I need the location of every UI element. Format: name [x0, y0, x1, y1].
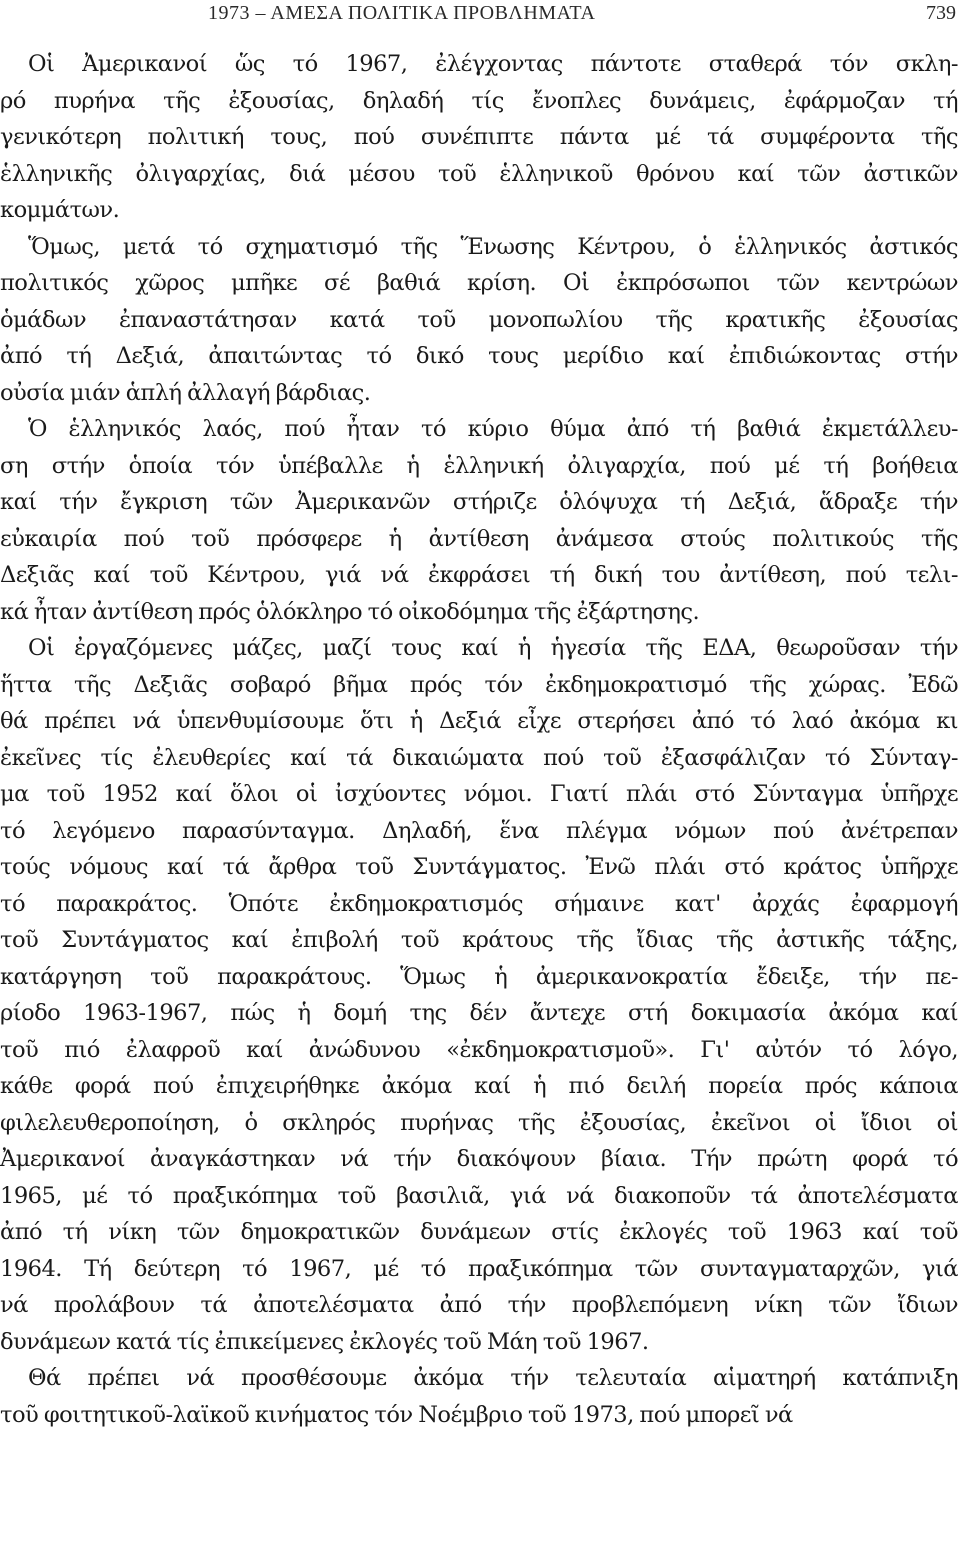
text-line: κατάργηση τοῦ παρακράτους. Ὅμως ἡ ἀμερικανοκρατία ἔδειξε, τήν πε-: [0, 963, 958, 990]
text-line: γενικότερη πολιτική τους, πού συνέπιπτε πάντα μέ τά συμφέροντα τῆς: [0, 124, 958, 150]
text-line: τοῦ πιό ἐλαφροῦ καί ἀνώδυνου «ἐκδημοκρατισμοῦ». Γι' αὐτόν τό λόγο,: [0, 1036, 958, 1063]
text-line: Οἱ Ἀμερικανοί ὥς τό 1967, ἐλέγχοντας πάντοτε σταθερά τόν σκλη-: [28, 51, 958, 77]
text-line: εὐκαιρία πού τοῦ πρόσφερε ἡ ἀντίθεση ἀνάμεσα στούς πολιτικούς τῆς: [0, 525, 958, 552]
text-line: 1965, μέ τό πραξικόπημα τοῦ βασιλιᾶ, γιά νά διακοποῦν τά ἀποτελέσματα: [0, 1182, 958, 1209]
text-line: φιλελευθεροποίηση, ὁ σκληρός πυρήνας τῆς ἐξουσίας, ἐκεῖνοι οἱ ἴδιοι οἱ: [0, 1109, 958, 1136]
text-line: μα τοῦ 1952 καί ὅλοι οἱ ἰσχύοντες νόμοι. Γιατί πλάι στό Σύνταγμα ὑπῆρχε: [0, 781, 958, 807]
text-line: ἀπό τή νίκη τῶν δημοκρατικῶν δυνάμεων στίς ἐκλογές τοῦ 1963 καί τοῦ: [0, 1219, 958, 1245]
text-line: οὐσία μιάν ἁπλή ἀλλαγή βάρδιας.: [0, 379, 371, 406]
text-line: πολιτικός χῶρος μπῆκε σέ βαθιά κρίση. Οἱ ἐκπρόσωποι τῶν κεντρώων: [0, 270, 958, 296]
text-line: ἥττα τῆς Δεξιᾶς σοβαρό βῆμα πρός τόν ἐκδημοκρατισμό τῆς χώρας. Ἐδῶ: [0, 671, 958, 698]
text-line: τό παρακράτος. Ὁπότε ἐκδημοκρατισμός σήμαινε κατ' ἀρχάς ἐφαρμογή: [0, 890, 958, 917]
text-line: 1964. Τή δεύτερη τό 1967, μέ τό πραξικόπημα τῶν συνταγματαρχῶν, γιά: [0, 1255, 958, 1282]
text-line: ὁμάδων ἐπαναστάτησαν κατά τοῦ μονοπωλίου τῆς κρατικῆς ἐξουσίας: [0, 306, 958, 333]
text-line: ἐκεῖνες τίς ἐλευθερίες καί τά δικαιώματα πού τοῦ ἐξασφάλιζαν τό Σύνταγ-: [0, 744, 958, 771]
text-line: Ὅμως, μετά τό σχηματισμό τῆς Ἕνωσης Κέντρου, ὁ ἑλληνικός ἀστικός: [28, 233, 958, 260]
text-line: τούς νόμους καί τά ἄρθρα τοῦ Συντάγματος. Ἐνῶ πλάι στό κράτος ὑπῆρχε: [0, 854, 958, 880]
page-number: 739: [926, 2, 956, 24]
running-header: [0, 0, 960, 26]
body-text: [0, 46, 960, 1433]
text-line: τοῦ Συντάγματος καί ἐπιβολή τοῦ κράτους τῆς ἴδιας τῆς ἀστικῆς τάξης,: [0, 927, 958, 953]
text-line: νά προλάβουν τά ἀποτελέσματα ἀπό τήν προβλεπόμενη νίκη τῶν ἴδιων: [0, 1292, 958, 1318]
text-line: ση στήν ὁποία τόν ὑπέβαλλε ἡ ἑλληνική ὀλιγαρχία, πού μέ τή βοήθεια: [0, 452, 958, 479]
text-line: τοῦ φοιτητικοῦ-λαϊκοῦ κινήματος τόν Νοέμβριο τοῦ 1973, πού μπορεῖ νά: [0, 1401, 793, 1428]
text-line: τό λεγόμενο παρασύνταγμα. Δηλαδή, ἕνα πλέγμα νόμων πού ἀνέτρεπαν: [0, 817, 958, 844]
running-title: 1973 – ΑΜΕΣΑ ΠΟΛΙΤΙΚΑ ΠΡΟΒΛΗΜΑΤΑ: [208, 2, 596, 24]
text-line: Ὁ ἑλληνικός λαός, πού ἦταν τό κύριο θύμα ἀπό τή βαθιά ἐκμετάλλευ-: [28, 416, 958, 442]
text-line: Θά πρέπει νά προσθέσουμε ἀκόμα τήν τελευταία αἱματηρή κατάπνιξη: [28, 1365, 958, 1391]
text-line: ρίοδο 1963-1967, πώς ἡ δομή της δέν ἄντεχε στή δοκιμασία ἀκόμα καί: [0, 1000, 958, 1026]
text-line: καί τήν ἔγκριση τῶν Ἀμερικανῶν στήριζε ὁλόψυχα τή Δεξιά, ἅδραξε τήν: [0, 489, 958, 515]
text-line: κά ἦταν ἀντίθεση πρός ὁλόκληρο τό οἰκοδόμημα τῆς ἐξάρτησης.: [0, 598, 700, 625]
text-line: κάθε φορά πού ἐπιχειρήθηκε ἀκόμα καί ἡ πιό δειλή πορεία πρός κάποια: [0, 1073, 958, 1099]
text-line: κομμάτων.: [0, 197, 120, 223]
text-line: Ἀμερικανοί ἀναγκάστηκαν νά τήν διακόψουν βίαια. Τήν πρώτη φορά τό: [0, 1146, 958, 1172]
text-line: Οἱ ἐργαζόμενες μάζες, μαζί τους καί ἡ ἡγεσία τῆς ΕΔΑ, θεωροῦσαν τήν: [28, 635, 958, 661]
text-line: δυνάμεων κατά τίς ἐπικείμενες ἐκλογές τοῦ Μάη τοῦ 1967.: [0, 1328, 649, 1355]
text-line: Δεξιᾶς καί τοῦ Κέντρου, γιά νά ἐκφράσει τή δική του ἀντίθεση, πού τελι-: [0, 562, 958, 588]
text-line: θά πρέπει νά ὑπενθυμίσουμε ὅτι ἡ Δεξιά εἶχε στερήσει ἀπό τό λαό ἀκόμα κι: [0, 708, 958, 734]
text-line: ἀπό τή Δεξιά, ἀπαιτώντας τό δικό τους μερίδιο καί ἐπιδιώκοντας στήν: [0, 343, 958, 369]
text-line: ρό πυρήνα τῆς ἐξουσίας, δηλαδή τίς ἔνοπλες δυνάμεις, ἐφάρμοζαν τή: [0, 87, 958, 114]
text-line: ἑλληνικῆς ὀλιγαρχίας, διά μέσου τοῦ ἑλληνικοῦ θρόνου καί τῶν ἀστικῶν: [0, 160, 958, 187]
